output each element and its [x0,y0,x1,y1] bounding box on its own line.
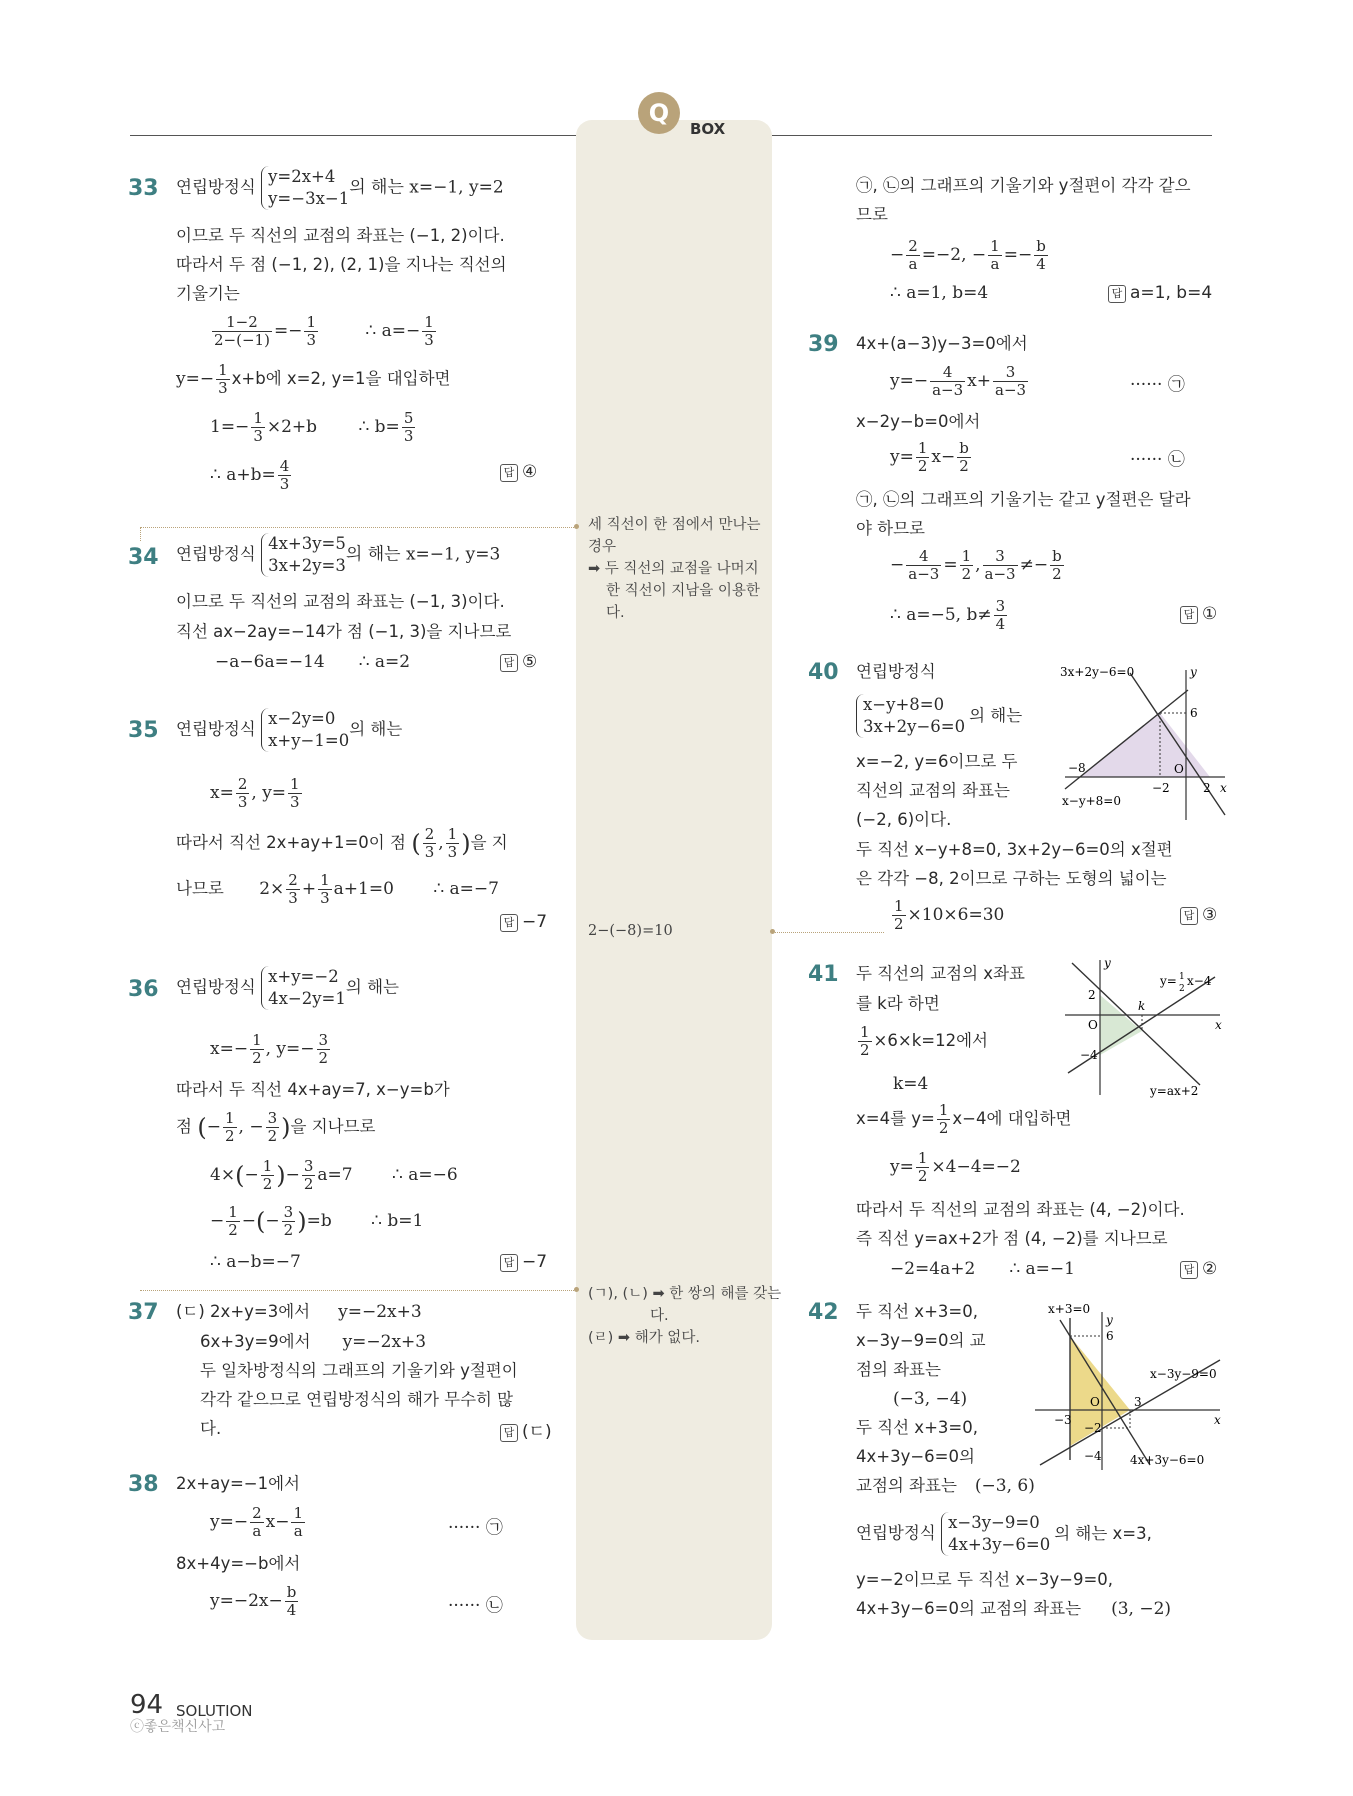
p40-label-x: x [1220,781,1227,795]
p42-line-5: 두 직선 x+3=0, [856,1418,978,1437]
p36-line-1: x=− $\frac{1}{2}$ , y=− $\frac{3}{2}$ [210,1031,329,1067]
p41-line-2: 를 k라 하면 [856,994,940,1013]
p42-label-m4: −4 [1084,1449,1102,1463]
p35-line-2: 따라서 직선 2x+ay+1=0이 점 ( $\frac{2}{3}$ , $\frac{1}{3}$ )을 지 [176,825,508,861]
p42-label-3: 3 [1134,1395,1142,1409]
p40-intro: 연립방정식 [856,662,936,681]
qbox-note-3-line: (ㄱ), (ㄴ) ➡ 한 쌍의 해를 갖는 [588,1286,782,1302]
p40-shaded-triangle [1080,713,1210,777]
p39-line-6: 야 하므로 [856,519,926,538]
p36-line-4: 4×(− $\frac{1}{2}$ )− $\frac{3}{2}$ a=7 ∴ a=−6 [210,1157,458,1193]
p34-line-system: 연립방정식 4x+3y=5 3x+2y=3 의 해는 x=−1, y=3 [176,534,501,575]
p40-line-1: x=−2, y=6이므로 두 [856,752,1018,771]
q-box-column [576,120,772,1640]
p39-line-1: 4x+(a−3)y−3=0에서 [856,334,1028,353]
p42-line-10: 4x+3y−6=0의 교점의 좌표는 (3, −2) [856,1599,1172,1619]
problem-number-33: 33 [128,176,159,201]
p42-line-2: x−3y−9=0의 교 [856,1331,986,1350]
p40-label-o: O [1174,762,1184,776]
connector-37 [140,1290,578,1291]
p41-line-4: k=4 [893,1074,929,1094]
page-number: 94 [130,1690,164,1720]
p41-label-eq1d: 2 [1179,984,1185,994]
p40-label-6: 6 [1190,706,1198,720]
problem-number-40: 40 [808,660,839,685]
qbox-note-3 [588,1283,781,1349]
p39-line-4: y= $\frac{1}{2}$ x− $\frac{b}{2}$ [890,439,969,475]
p40-line-2: 직선의 교점의 좌표는 [856,781,1010,800]
problem-number-34: 34 [128,545,159,570]
p39-line-7: − $\frac{4}{a-3}$ = $\frac{1}{2}$ , $\frac{3}{a-3}$ ≠− $\frac{b}{2}$ [890,547,1062,583]
p41-label-k: k [1138,999,1146,1013]
p40-answer: 답 ③ [1180,905,1217,925]
p41-label-y: y [1104,956,1111,970]
p39-marker-1: ······ ㉠ [1130,375,1185,395]
p42-label-y: y [1106,1313,1113,1327]
p42-label-6: 6 [1106,1329,1114,1343]
p35-line-system: 연립방정식 x−2y=0 x+y−1=0 의 해는 [176,709,403,750]
p35-line-3: 나므로 2× $\frac{2}{3}$ + $\frac{1}{3}$ a+1=0 ∴ a=−7 [176,871,499,907]
p33-line-system: 연립방정식 y=2x+4 y=−3x−1 의 해는 x=−1, y=2 [176,167,504,208]
p42-label-l1: x+3=0 [1048,1302,1091,1316]
header-rule-left [130,135,576,136]
p41-label-2: 2 [1088,988,1096,1002]
p36-line-system: 연립방정식 x+y=−2 4x−2y=1 의 해는 [176,967,399,1008]
qbox-note-1 [588,514,761,624]
p41-line-6: y= $\frac{1}{2}$ ×4−4=−2 [890,1149,1021,1185]
p38-line-6: 므로 [856,205,888,224]
qbox-note-1-line: 한 직선이 지남을 이용한 [606,583,760,599]
p39-line-5: ㉠, ㉡의 그래프의 기울기는 같고 y절편은 달라 [856,490,1191,509]
problem-number-36: 36 [128,977,159,1002]
p33-line-6: ∴ a+b= $\frac{4}{3}$ [210,457,290,493]
p40-label-m8: −8 [1068,761,1086,775]
p41-label-eq1a: y= [1160,974,1177,988]
qbox-note-3-line: 다. [650,1308,669,1324]
p34-line-3: −a−6a=−14 ∴ a=2 [215,652,411,672]
p37-line-2: 6x+3y=9에서 y=−2x+3 [200,1332,427,1352]
p40-line-3: (−2, 6)이다. [856,810,952,829]
p33-answer: 답 ④ [500,462,537,482]
p42-line-1: 두 직선 x+3=0, [856,1302,978,1321]
p40-label-y: y [1190,665,1197,679]
p36-line-3: 점 (− $\frac{1}{2}$ , − $\frac{3}{2}$ )을 지나므로 [176,1109,376,1145]
p40-label-line1: 3x+2y−6=0 [1060,665,1135,679]
p39-line-3: x−2y−b=0에서 [856,412,981,431]
p42-line-8: 연립방정식 x−3y−9=0 4x+3y−6=0 의 해는 x=3, [856,1513,1152,1554]
connector-34-v [140,527,141,541]
problem-number-41: 41 [808,962,839,987]
p41-label-x: x [1215,1018,1222,1032]
p41-shaded-triangle [1100,995,1142,1055]
p41-line-9: −2=4a+2 ∴ a=−1 [890,1259,1075,1279]
qbox-note-2-line: 2−(−8)=10 [588,923,673,939]
p38-line-1: 2x+ay=−1에서 [176,1474,300,1493]
p40-line-4: 두 직선 x−y+8=0, 3x+2y−6=0의 x절편 [856,840,1173,859]
p42-line-6: 4x+3y−6=0의 [856,1447,975,1466]
p33-line-4: y=− $\frac{1}{3}$ x+b에 x=2, y=1을 대입하면 [176,361,451,397]
p38-line-5: ㉠, ㉡의 그래프의 기울기와 y절편이 각각 같으 [856,176,1191,195]
p42-label-x: x [1214,1413,1221,1427]
p42-label-m3: −3 [1054,1413,1072,1427]
p40-label-m2: −2 [1152,781,1170,795]
p41-label-m4: −4 [1080,1048,1098,1062]
p34-answer: 답 ⑤ [500,652,537,672]
qbox-note-1-line: 다. [606,605,625,621]
p38-line-7: − $\frac{2}{a}$ =−2, − $\frac{1}{a}$ =− $\frac{b}{4}$ [890,237,1046,273]
problem-number-37: 37 [128,1300,159,1325]
p35-line-1: x= $\frac{2}{3}$ , y= $\frac{1}{3}$ [210,775,300,811]
p40-line-6: $\frac{1}{2}$ ×10×6=30 [894,897,1005,933]
p34-line-2: 직선 ax−2ay=−14가 점 (−1, 3)을 지나므로 [176,622,512,641]
p40-line-system: x−y+8=0 3x+2y−6=0 의 해는 [856,694,1022,738]
p39-answer: 답 ① [1180,604,1217,624]
p41-label-eq2: y=ax+2 [1150,1084,1199,1098]
q-box-label: BOX [690,120,726,138]
publisher-watermark: ⓒ좋은책신사고 [130,1719,226,1735]
p42-label-l3: 4x+3y−6=0 [1130,1453,1205,1467]
qbox-note-1-line: ➡ 두 직선의 교점을 나머지 [588,561,759,577]
p38-line-4: y=−2x− $\frac{b}{4}$ [210,1583,297,1619]
p42-label-o: O [1090,1395,1100,1409]
p37-line-4: 각각 같으므로 연립방정식의 해가 무수히 많 [200,1390,514,1409]
p33-line-3: 기울기는 [176,284,240,303]
qbox-note-1-line: 세 직선이 한 점에서 만나는 [588,517,761,533]
section-label: SOLUTION [176,1702,253,1720]
p38-line-8: ∴ a=1, b=4 [890,283,989,303]
p37-answer: 답 (ㄷ) [500,1417,552,1442]
p37-line-5: 다. [200,1419,222,1438]
p33-line-slope: $\frac{1-2}{2-(-1)}$ =− $\frac{1}{3}$ ∴ a=− $\frac{1}{3}$ [214,313,434,349]
qbox-note-3-line: (ㄹ) ➡ 해가 없다. [588,1330,700,1346]
p40-graph [1060,665,1230,825]
p37-line-1: (ㄷ) 2x+y=3에서 y=−2x+3 [176,1302,422,1322]
p42-line-3: 점의 좌표는 [856,1360,941,1379]
p33-line-5: 1=− $\frac{1}{3}$ ×2+b ∴ b= $\frac{5}{3}$ [210,409,414,445]
connector-34-dot [574,524,579,529]
p36-answer: 답 −7 [500,1252,547,1272]
p41-graph [1060,955,1230,1100]
p41-label-eq1n: 1 [1179,972,1185,982]
p38-line-3: 8x+4y=−b에서 [176,1554,301,1573]
p41-line-8: 즉 직선 y=ax+2가 점 (4, −2)를 지나므로 [856,1229,1168,1248]
connector-34 [140,527,578,528]
problem-number-38: 38 [128,1472,159,1497]
problem-number-42: 42 [808,1300,839,1325]
p40-line-5: 은 각각 −8, 2이므로 구하는 도형의 넓이는 [856,869,1167,888]
p42-label-l2: x−3y−9=0 [1150,1367,1217,1381]
p41-answer: 답 ② [1180,1259,1217,1279]
p36-line-6: ∴ a−b=−7 [210,1252,301,1272]
p36-line-2: 따라서 두 직선 4x+ay=7, x−y=b가 [176,1080,450,1099]
p41-line-7: 따라서 두 직선의 교점의 좌표는 (4, −2)이다. [856,1200,1185,1219]
p42-label-m2: −2 [1084,1421,1102,1435]
p34-line-1: 이므로 두 직선의 교점의 좌표는 (−1, 3)이다. [176,592,505,611]
p42-line-4: (−3, −4) [893,1389,968,1409]
p33-line-1: 이므로 두 직선의 교점의 좌표는 (−1, 2)이다. [176,226,505,245]
p38-line-2: y=− $\frac{2}{a}$ x− $\frac{1}{a}$ [210,1504,304,1540]
p40-label-2: 2 [1203,781,1211,795]
p42-line-7: 교점의 좌표는 (−3, 6) [856,1476,1035,1496]
p41-label-eq1b: x−4 [1187,974,1212,988]
connector-40-dot [770,929,775,934]
p41-line-5: x=4를 y= $\frac{1}{2}$ x−4에 대입하면 [856,1101,1072,1137]
p39-line-8: ∴ a=−5, b≠ $\frac{3}{4}$ [890,597,1006,633]
p42-line-9: y=−2이므로 두 직선 x−3y−9=0, [856,1570,1114,1589]
p37-line-3: 두 일차방정식의 그래프의 기울기와 y절편이 [200,1361,518,1380]
problem-number-35: 35 [128,718,159,743]
p36-line-5: − $\frac{1}{2}$ −(− $\frac{3}{2}$ )=b ∴ b=1 [210,1203,424,1239]
p41-line-3: $\frac{1}{2}$ ×6×k=12에서 [860,1023,988,1059]
p42-graph [1030,1300,1230,1475]
p38-marker-1: ······ ㉠ [448,1518,503,1538]
qbox-note-2 [588,920,673,942]
q-box-logo-icon: Q [638,92,680,134]
connector-37-dot [574,1287,579,1292]
qbox-note-1-line: 경우 [588,539,617,555]
p38-marker-2: ······ ㉡ [448,1596,503,1616]
p40-label-line2: x−y+8=0 [1062,794,1121,808]
problem-number-39: 39 [808,332,839,357]
connector-40 [772,932,884,933]
p33-line-2: 따라서 두 점 (−1, 2), (2, 1)을 지나는 직선의 [176,255,507,274]
p38-answer: 답 a=1, b=4 [1108,283,1212,303]
p39-marker-2: ······ ㉡ [1130,450,1185,470]
p39-line-2: y=− $\frac{4}{a-3}$ x+ $\frac{3}{a-3}$ [890,363,1027,399]
p41-label-o: O [1088,1018,1098,1032]
p35-answer: 답 −7 [500,912,547,932]
header-rule-right [772,135,1212,136]
p41-line-1: 두 직선의 교점의 x좌표 [856,964,1025,983]
